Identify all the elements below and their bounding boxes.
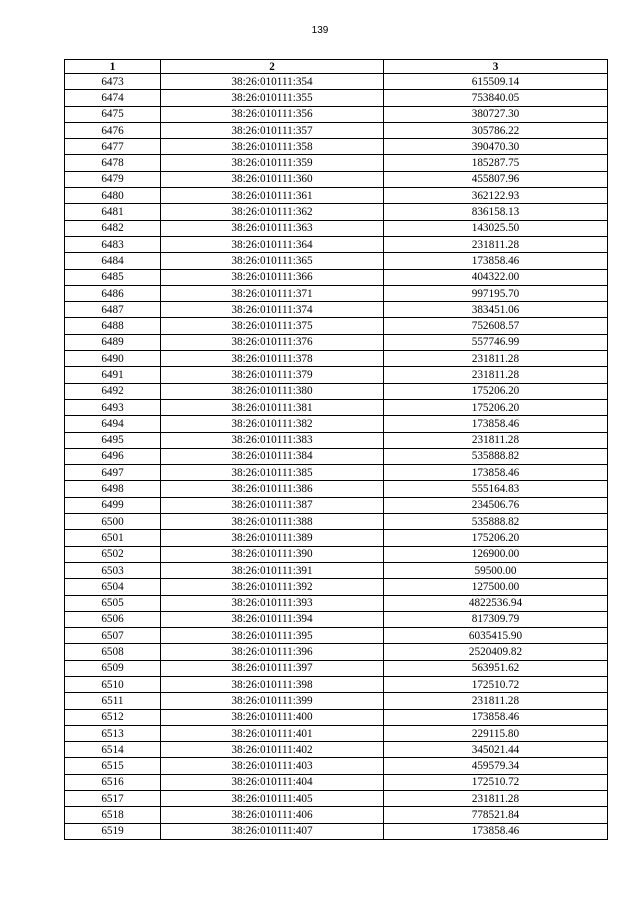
row-number-cell: 6504 bbox=[65, 579, 161, 595]
row-number-cell: 6505 bbox=[65, 595, 161, 611]
row-number-cell: 6479 bbox=[65, 171, 161, 187]
value-cell: 173858.46 bbox=[384, 465, 608, 481]
value-cell: 231811.28 bbox=[384, 432, 608, 448]
value-cell: 229115.80 bbox=[384, 725, 608, 741]
table-row bbox=[65, 139, 608, 155]
value-cell: 234506.76 bbox=[384, 497, 608, 513]
cadastral-number-cell: 38:26:010111:405 bbox=[161, 791, 384, 807]
cadastral-number-cell: 38:26:010111:355 bbox=[161, 90, 384, 106]
cadastral-number-cell: 38:26:010111:404 bbox=[161, 774, 384, 790]
table-row bbox=[65, 725, 608, 741]
column-header-3: 3 bbox=[384, 60, 608, 74]
value-cell: 185287.75 bbox=[384, 155, 608, 171]
cadastral-number-cell: 38:26:010111:391 bbox=[161, 562, 384, 578]
table-row bbox=[65, 171, 608, 187]
table-row bbox=[65, 758, 608, 774]
table-row bbox=[65, 318, 608, 334]
row-number-cell: 6474 bbox=[65, 90, 161, 106]
row-number-cell: 6475 bbox=[65, 106, 161, 122]
cadastral-number-cell: 38:26:010111:398 bbox=[161, 676, 384, 692]
cadastral-number-cell: 38:26:010111:407 bbox=[161, 823, 384, 839]
cadastral-number-cell: 38:26:010111:357 bbox=[161, 122, 384, 138]
table-row bbox=[65, 285, 608, 301]
column-header-1: 1 bbox=[65, 60, 161, 74]
table-row bbox=[65, 660, 608, 676]
table-row bbox=[65, 595, 608, 611]
table-row bbox=[65, 432, 608, 448]
row-number-cell: 6488 bbox=[65, 318, 161, 334]
value-cell: 175206.20 bbox=[384, 399, 608, 415]
page-number: 139 bbox=[311, 25, 329, 36]
cadastral-number-cell: 38:26:010111:376 bbox=[161, 334, 384, 350]
row-number-cell: 6483 bbox=[65, 236, 161, 252]
table-row bbox=[65, 514, 608, 530]
value-cell: 380727.30 bbox=[384, 106, 608, 122]
value-cell: 175206.20 bbox=[384, 530, 608, 546]
cadastral-number-cell: 38:26:010111:406 bbox=[161, 807, 384, 823]
value-cell: 362122.93 bbox=[384, 188, 608, 204]
row-number-cell: 6517 bbox=[65, 791, 161, 807]
table-header-row bbox=[65, 60, 608, 74]
cadastral-number-cell: 38:26:010111:363 bbox=[161, 220, 384, 236]
row-number-cell: 6491 bbox=[65, 367, 161, 383]
table-row bbox=[65, 562, 608, 578]
table-row bbox=[65, 253, 608, 269]
table-row bbox=[65, 742, 608, 758]
row-number-cell: 6499 bbox=[65, 497, 161, 513]
value-cell: 127500.00 bbox=[384, 579, 608, 595]
row-number-cell: 6490 bbox=[65, 351, 161, 367]
value-cell: 778521.84 bbox=[384, 807, 608, 823]
value-cell: 231811.28 bbox=[384, 367, 608, 383]
table-row bbox=[65, 269, 608, 285]
cadastral-number-cell: 38:26:010111:383 bbox=[161, 432, 384, 448]
table-row bbox=[65, 302, 608, 318]
cadastral-number-cell: 38:26:010111:375 bbox=[161, 318, 384, 334]
value-cell: 305786.22 bbox=[384, 122, 608, 138]
cadastral-number-cell: 38:26:010111:384 bbox=[161, 448, 384, 464]
table-row bbox=[65, 236, 608, 252]
row-number-cell: 6478 bbox=[65, 155, 161, 171]
row-number-cell: 6508 bbox=[65, 644, 161, 660]
row-number-cell: 6506 bbox=[65, 611, 161, 627]
table-row bbox=[65, 74, 608, 90]
cadastral-number-cell: 38:26:010111:393 bbox=[161, 595, 384, 611]
column-header-2: 2 bbox=[161, 60, 384, 74]
row-number-cell: 6496 bbox=[65, 448, 161, 464]
cadastral-number-cell: 38:26:010111:380 bbox=[161, 383, 384, 399]
table-row bbox=[65, 416, 608, 432]
table-row bbox=[65, 644, 608, 660]
table-row bbox=[65, 334, 608, 350]
value-cell: 345021.44 bbox=[384, 742, 608, 758]
value-cell: 817309.79 bbox=[384, 611, 608, 627]
table-row bbox=[65, 774, 608, 790]
table-row bbox=[65, 465, 608, 481]
cadastral-number-cell: 38:26:010111:395 bbox=[161, 628, 384, 644]
row-number-cell: 6511 bbox=[65, 693, 161, 709]
value-cell: 173858.46 bbox=[384, 416, 608, 432]
table-row bbox=[65, 367, 608, 383]
row-number-cell: 6477 bbox=[65, 139, 161, 155]
value-cell: 172510.72 bbox=[384, 774, 608, 790]
value-cell: 173858.46 bbox=[384, 823, 608, 839]
table-row bbox=[65, 90, 608, 106]
cadastral-number-cell: 38:26:010111:379 bbox=[161, 367, 384, 383]
value-cell: 459579.34 bbox=[384, 758, 608, 774]
cadastral-number-cell: 38:26:010111:356 bbox=[161, 106, 384, 122]
value-cell: 231811.28 bbox=[384, 236, 608, 252]
row-number-cell: 6518 bbox=[65, 807, 161, 823]
value-cell: 997195.70 bbox=[384, 285, 608, 301]
value-cell: 59500.00 bbox=[384, 562, 608, 578]
row-number-cell: 6497 bbox=[65, 465, 161, 481]
table-row bbox=[65, 351, 608, 367]
row-number-cell: 6512 bbox=[65, 709, 161, 725]
row-number-cell: 6519 bbox=[65, 823, 161, 839]
row-number-cell: 6500 bbox=[65, 514, 161, 530]
value-cell: 173858.46 bbox=[384, 709, 608, 725]
cadastral-number-cell: 38:26:010111:382 bbox=[161, 416, 384, 432]
cadastral-number-cell: 38:26:010111:401 bbox=[161, 725, 384, 741]
table-row bbox=[65, 823, 608, 839]
value-cell: 173858.46 bbox=[384, 253, 608, 269]
table-row bbox=[65, 122, 608, 138]
table-row bbox=[65, 693, 608, 709]
value-cell: 231811.28 bbox=[384, 351, 608, 367]
cadastral-number-cell: 38:26:010111:396 bbox=[161, 644, 384, 660]
cadastral-number-cell: 38:26:010111:365 bbox=[161, 253, 384, 269]
value-cell: 2520409.82 bbox=[384, 644, 608, 660]
value-cell: 555164.83 bbox=[384, 481, 608, 497]
registry-table bbox=[64, 59, 608, 840]
cadastral-number-cell: 38:26:010111:386 bbox=[161, 481, 384, 497]
value-cell: 404322.00 bbox=[384, 269, 608, 285]
table-row bbox=[65, 791, 608, 807]
cadastral-number-cell: 38:26:010111:364 bbox=[161, 236, 384, 252]
cadastral-number-cell: 38:26:010111:400 bbox=[161, 709, 384, 725]
table-row bbox=[65, 709, 608, 725]
cadastral-number-cell: 38:26:010111:378 bbox=[161, 351, 384, 367]
table-body bbox=[65, 74, 608, 840]
table-row bbox=[65, 481, 608, 497]
table-row bbox=[65, 628, 608, 644]
cadastral-number-cell: 38:26:010111:388 bbox=[161, 514, 384, 530]
cadastral-number-cell: 38:26:010111:399 bbox=[161, 693, 384, 709]
table-row bbox=[65, 676, 608, 692]
table-row bbox=[65, 399, 608, 415]
row-number-cell: 6516 bbox=[65, 774, 161, 790]
row-number-cell: 6513 bbox=[65, 725, 161, 741]
table-row bbox=[65, 497, 608, 513]
cadastral-number-cell: 38:26:010111:371 bbox=[161, 285, 384, 301]
cadastral-number-cell: 38:26:010111:359 bbox=[161, 155, 384, 171]
row-number-cell: 6495 bbox=[65, 432, 161, 448]
cadastral-number-cell: 38:26:010111:402 bbox=[161, 742, 384, 758]
row-number-cell: 6514 bbox=[65, 742, 161, 758]
cadastral-number-cell: 38:26:010111:387 bbox=[161, 497, 384, 513]
table-row bbox=[65, 579, 608, 595]
value-cell: 175206.20 bbox=[384, 383, 608, 399]
cadastral-number-cell: 38:26:010111:366 bbox=[161, 269, 384, 285]
row-number-cell: 6498 bbox=[65, 481, 161, 497]
value-cell: 231811.28 bbox=[384, 693, 608, 709]
row-number-cell: 6487 bbox=[65, 302, 161, 318]
row-number-cell: 6476 bbox=[65, 122, 161, 138]
cadastral-number-cell: 38:26:010111:385 bbox=[161, 465, 384, 481]
row-number-cell: 6501 bbox=[65, 530, 161, 546]
row-number-cell: 6507 bbox=[65, 628, 161, 644]
value-cell: 390470.30 bbox=[384, 139, 608, 155]
row-number-cell: 6493 bbox=[65, 399, 161, 415]
value-cell: 6035415.90 bbox=[384, 628, 608, 644]
table-row bbox=[65, 530, 608, 546]
value-cell: 455807.96 bbox=[384, 171, 608, 187]
value-cell: 557746.99 bbox=[384, 334, 608, 350]
cadastral-number-cell: 38:26:010111:361 bbox=[161, 188, 384, 204]
cadastral-number-cell: 38:26:010111:389 bbox=[161, 530, 384, 546]
table-row bbox=[65, 155, 608, 171]
value-cell: 4822536.94 bbox=[384, 595, 608, 611]
cadastral-number-cell: 38:26:010111:374 bbox=[161, 302, 384, 318]
cadastral-number-cell: 38:26:010111:397 bbox=[161, 660, 384, 676]
value-cell: 143025.50 bbox=[384, 220, 608, 236]
row-number-cell: 6509 bbox=[65, 660, 161, 676]
cadastral-number-cell: 38:26:010111:362 bbox=[161, 204, 384, 220]
table-row bbox=[65, 611, 608, 627]
value-cell: 615509.14 bbox=[384, 74, 608, 90]
value-cell: 836158.13 bbox=[384, 204, 608, 220]
row-number-cell: 6473 bbox=[65, 74, 161, 90]
value-cell: 753840.05 bbox=[384, 90, 608, 106]
table-row bbox=[65, 106, 608, 122]
value-cell: 752608.57 bbox=[384, 318, 608, 334]
cadastral-number-cell: 38:26:010111:354 bbox=[161, 74, 384, 90]
row-number-cell: 6480 bbox=[65, 188, 161, 204]
table-row bbox=[65, 204, 608, 220]
cadastral-number-cell: 38:26:010111:392 bbox=[161, 579, 384, 595]
table-row bbox=[65, 546, 608, 562]
value-cell: 535888.82 bbox=[384, 514, 608, 530]
value-cell: 126900.00 bbox=[384, 546, 608, 562]
row-number-cell: 6485 bbox=[65, 269, 161, 285]
value-cell: 231811.28 bbox=[384, 791, 608, 807]
row-number-cell: 6492 bbox=[65, 383, 161, 399]
row-number-cell: 6481 bbox=[65, 204, 161, 220]
table-row bbox=[65, 220, 608, 236]
value-cell: 172510.72 bbox=[384, 676, 608, 692]
row-number-cell: 6486 bbox=[65, 285, 161, 301]
table-row bbox=[65, 383, 608, 399]
cadastral-number-cell: 38:26:010111:358 bbox=[161, 139, 384, 155]
table-row bbox=[65, 448, 608, 464]
row-number-cell: 6494 bbox=[65, 416, 161, 432]
table-row bbox=[65, 188, 608, 204]
row-number-cell: 6510 bbox=[65, 676, 161, 692]
row-number-cell: 6489 bbox=[65, 334, 161, 350]
value-cell: 383451.06 bbox=[384, 302, 608, 318]
row-number-cell: 6503 bbox=[65, 562, 161, 578]
row-number-cell: 6482 bbox=[65, 220, 161, 236]
value-cell: 563951.62 bbox=[384, 660, 608, 676]
cadastral-number-cell: 38:26:010111:360 bbox=[161, 171, 384, 187]
row-number-cell: 6515 bbox=[65, 758, 161, 774]
table-row bbox=[65, 807, 608, 823]
value-cell: 535888.82 bbox=[384, 448, 608, 464]
row-number-cell: 6502 bbox=[65, 546, 161, 562]
cadastral-number-cell: 38:26:010111:394 bbox=[161, 611, 384, 627]
row-number-cell: 6484 bbox=[65, 253, 161, 269]
cadastral-number-cell: 38:26:010111:390 bbox=[161, 546, 384, 562]
cadastral-number-cell: 38:26:010111:403 bbox=[161, 758, 384, 774]
cadastral-number-cell: 38:26:010111:381 bbox=[161, 399, 384, 415]
